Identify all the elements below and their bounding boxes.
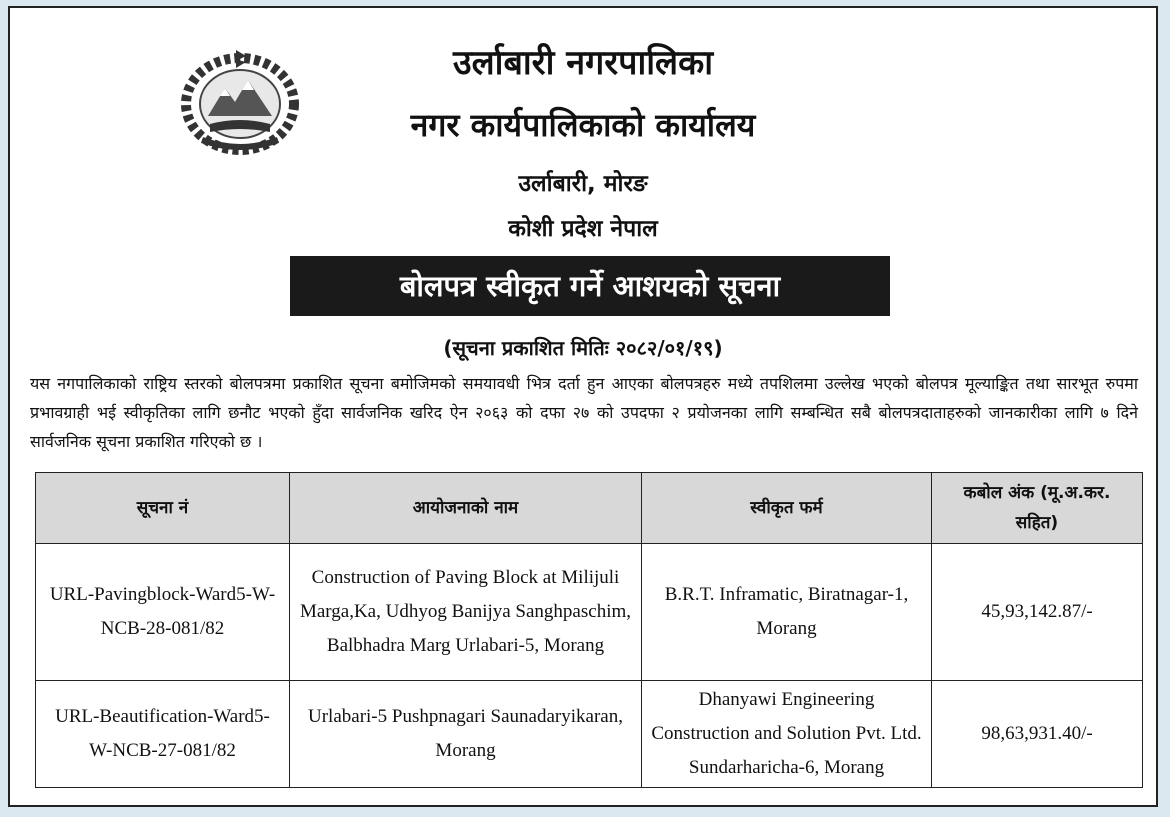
amount-cell: 45,93,142.87/- xyxy=(932,544,1143,681)
table-row xyxy=(36,544,1143,681)
table-header-row xyxy=(36,473,1143,544)
notice-no-cell: URL-Pavingblock-Ward5-W-NCB-28-081/82 xyxy=(36,544,290,681)
project-cell: Urlabari-5 Pushpnagari Saunadaryikaran, Morang xyxy=(290,681,642,788)
firm-cell: Dhanyawi Engineering Construction and Solution Pvt. Ltd. Sundarharicha-6, Morang xyxy=(642,681,932,788)
notice-title-banner: बोलपत्र स्वीकृत गर्ने आशयको सूचना xyxy=(290,256,890,316)
table-row xyxy=(36,681,1143,788)
col-header-approved-firm: स्वीकृत फर्म xyxy=(642,473,932,544)
province: कोशी प्रदेश नेपाल xyxy=(508,216,658,242)
col-header-bid-amount: कबोल अंक (मू.अ.कर. सहित) xyxy=(932,473,1143,544)
office-name: नगर कार्यपालिकाको कार्यालय xyxy=(410,106,756,144)
firm-cell: B.R.T. Inframatic, Biratnagar-1, Morang xyxy=(642,544,932,681)
award-table xyxy=(35,472,1143,788)
project-cell: Construction of Paving Block at Milijuli Marga,Ka, Udhyog Banijya Sanghpaschim, Balbhadra Marg Urlabari-5, Morang xyxy=(290,544,642,681)
address: उर्लाबारी, मोरङ xyxy=(518,171,648,197)
notice-document xyxy=(8,6,1158,807)
organization-name: उर्लाबारी नगरपालिका xyxy=(452,43,714,83)
publish-date: (सूचना प्रकाशित मितिः २०८२/०१/१९) xyxy=(443,336,723,360)
amount-cell: 98,63,931.40/- xyxy=(932,681,1143,788)
notice-body: यस नगपालिकाको राष्ट्रिय स्तरको बोलपत्रमा प्रकाशित सूचना बमोजिमको समयावधी भित्र दर्ता हुन आएका बोलपत्रहरु मध्ये तपशिलमा उल्लेख भएको बोलपत्र मूल्याङ्कित तथा सारभूत रुपमा प्रभावग्राही भई स्वीकृतिका लागि छनौट भएको हुँदा सार्वजनिक खरिद ऐन २०६३ को दफा २७ को उपदफा २ प्रयोजनका लागि सम्बन्धित सबै बोलपत्रदाताहरुको जानकारीका लागि ७ दिने सार्वजनिक सूचना प्रकाशित गरिएको छ । xyxy=(30,374,1138,451)
col-header-notice-no: सूचना नं xyxy=(36,473,290,544)
col-header-project-name: आयोजनाको नाम xyxy=(290,473,642,544)
notice-no-cell: URL-Beautification-Ward5-W-NCB-27-081/82 xyxy=(36,681,290,788)
